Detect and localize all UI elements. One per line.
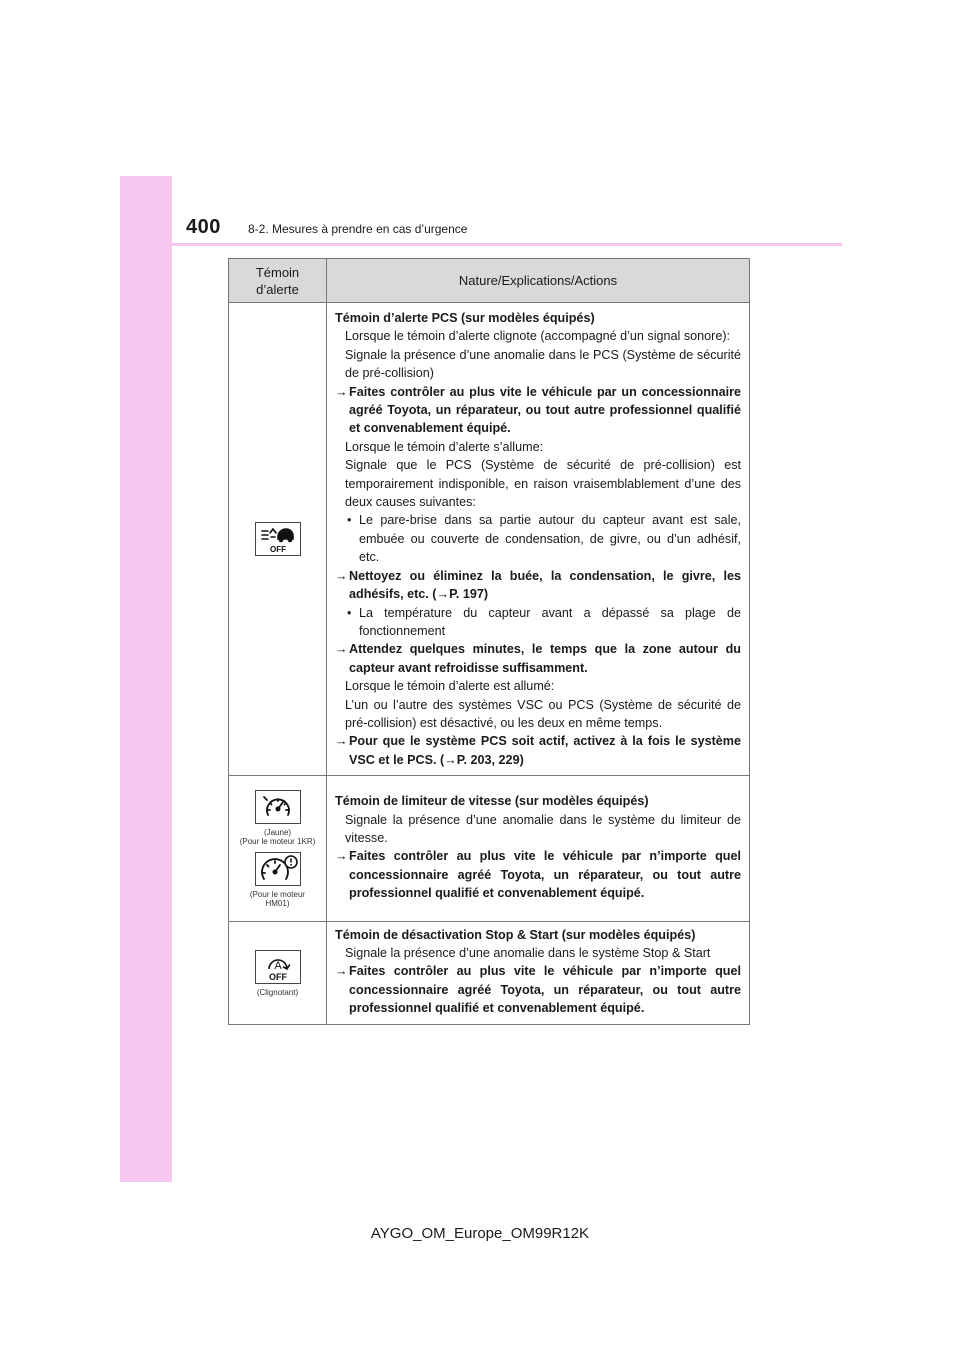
action-item: → Faites contrôler au plus vite le véhicule par un concessionnaire agréé Toyota, un réparateur, ou tout autre professionnel qualifié et convenablement équipé. [335,384,741,436]
explanation-text: Signale que le PCS (Système de sécurité de pré-collision) est temporairement indisponible, en raison vraisemblablement d’une des deux causes suivantes: [345,458,741,510]
page-number: 400 [186,216,221,238]
icon-caption: (Pour le moteur HM01) [249,890,306,909]
side-color-band [120,176,172,1182]
speed-limiter-icon [255,790,301,824]
svg-text:OFF: OFF [269,545,286,555]
bullet-icon: • [347,513,352,528]
arrow-icon: → [335,964,348,979]
bullet-item: • Le pare-brise dans sa partie autour du capteur avant est sale, embuée ou couverte de condensation, de givre, ou d’un adhésif, etc. [347,513,741,565]
svg-text:OFF: OFF [268,972,287,983]
condition-text: Lorsque le témoin d’alerte s’allume: [345,439,544,454]
explanation-text: Signale la présence d’une anomalie dans le système Stop & Start [345,946,711,960]
action-item: → Faites contrôler au plus vite le véhicule par n’importe quel concessionnaire agréé Toyota, un réparateur, ou tout autre professionnel qualifié et convenablement équipé. [335,849,741,901]
table-header-row [229,259,750,303]
col-header-warning-light: Témoin d’alerte [229,259,327,303]
arrow-icon: → [335,568,348,583]
icon-cell [229,921,327,1024]
table-row [229,776,750,921]
arrow-icon: → [335,734,348,749]
condition-text: Lorsque le témoin d’alerte est allumé: [345,679,555,694]
row-title: Témoin d’alerte PCS (sur modèles équipés) [335,311,595,325]
arrow-icon: → [335,384,348,399]
action-item: → Attendez quelques minutes, le temps que la zone autour du capteur avant refroidisse suffisamment. [335,642,741,675]
bullet-item: • La température du capteur avant a dépassé sa plage de fonctionnement [347,605,741,638]
arrow-icon: → [335,642,348,657]
icon-cell [229,303,327,776]
explanation-text: L’un ou l’autre des systèmes VSC ou PCS (Système de sécurité de pré-collision) est désactivé, ou les deux en même temps. [345,697,741,730]
col-header-actions: Nature/Explications/Actions [327,259,750,303]
action-item: → Faites contrôler au plus vite le véhicule par n’importe quel concessionnaire agréé Toyota, un réparateur, ou tout autre professionnel qualifié et convenablement équipé. [335,964,741,1016]
svg-text:A: A [273,960,282,973]
warning-light-table [228,258,750,1025]
icon-cell [229,776,327,921]
description-cell [327,921,750,1024]
header-rule [120,243,842,246]
stop-start-off-icon [255,950,301,984]
footer-doc-code: AYGO_OM_Europe_OM99R12K [370,1225,590,1242]
pcs-off-icon [255,522,301,556]
table-row [229,921,750,1024]
condition-text: Lorsque le témoin d’alerte clignote (accompagné d’un signal sonore): [345,329,731,344]
row-title: Témoin de limiteur de vitesse (sur modèles équipés) [335,794,649,809]
arrow-icon: → [335,849,348,864]
bullet-icon: • [347,605,352,620]
section-title: 8-2. Mesures à prendre en cas d’urgence [248,222,468,236]
explanation-text: Signale la présence d’une anomalie dans le PCS (Système de sécurité de pré-collision) [345,347,741,381]
icon-caption: (Clignotant) [256,988,299,998]
speed-limiter-warning-icon [255,852,301,886]
table-row [229,303,750,776]
explanation-text: Signale la présence d’une anomalie dans le système du limiteur de vitesse. [345,812,741,845]
description-cell [327,303,750,776]
row-title: Témoin de désactivation Stop & Start (sur modèles équipés) [335,927,696,942]
action-item: → Nettoyez ou éliminez la buée, la condensation, le givre, les adhésifs, etc. (→P. 197) [335,568,741,602]
action-item: → Pour que le système PCS soit actif, activez à la fois le système VSC et le PCS. (→P. 203, 229) [335,734,741,767]
description-cell [327,776,750,921]
icon-caption: (Jaune) (Pour le moteur 1KR) [239,828,316,847]
